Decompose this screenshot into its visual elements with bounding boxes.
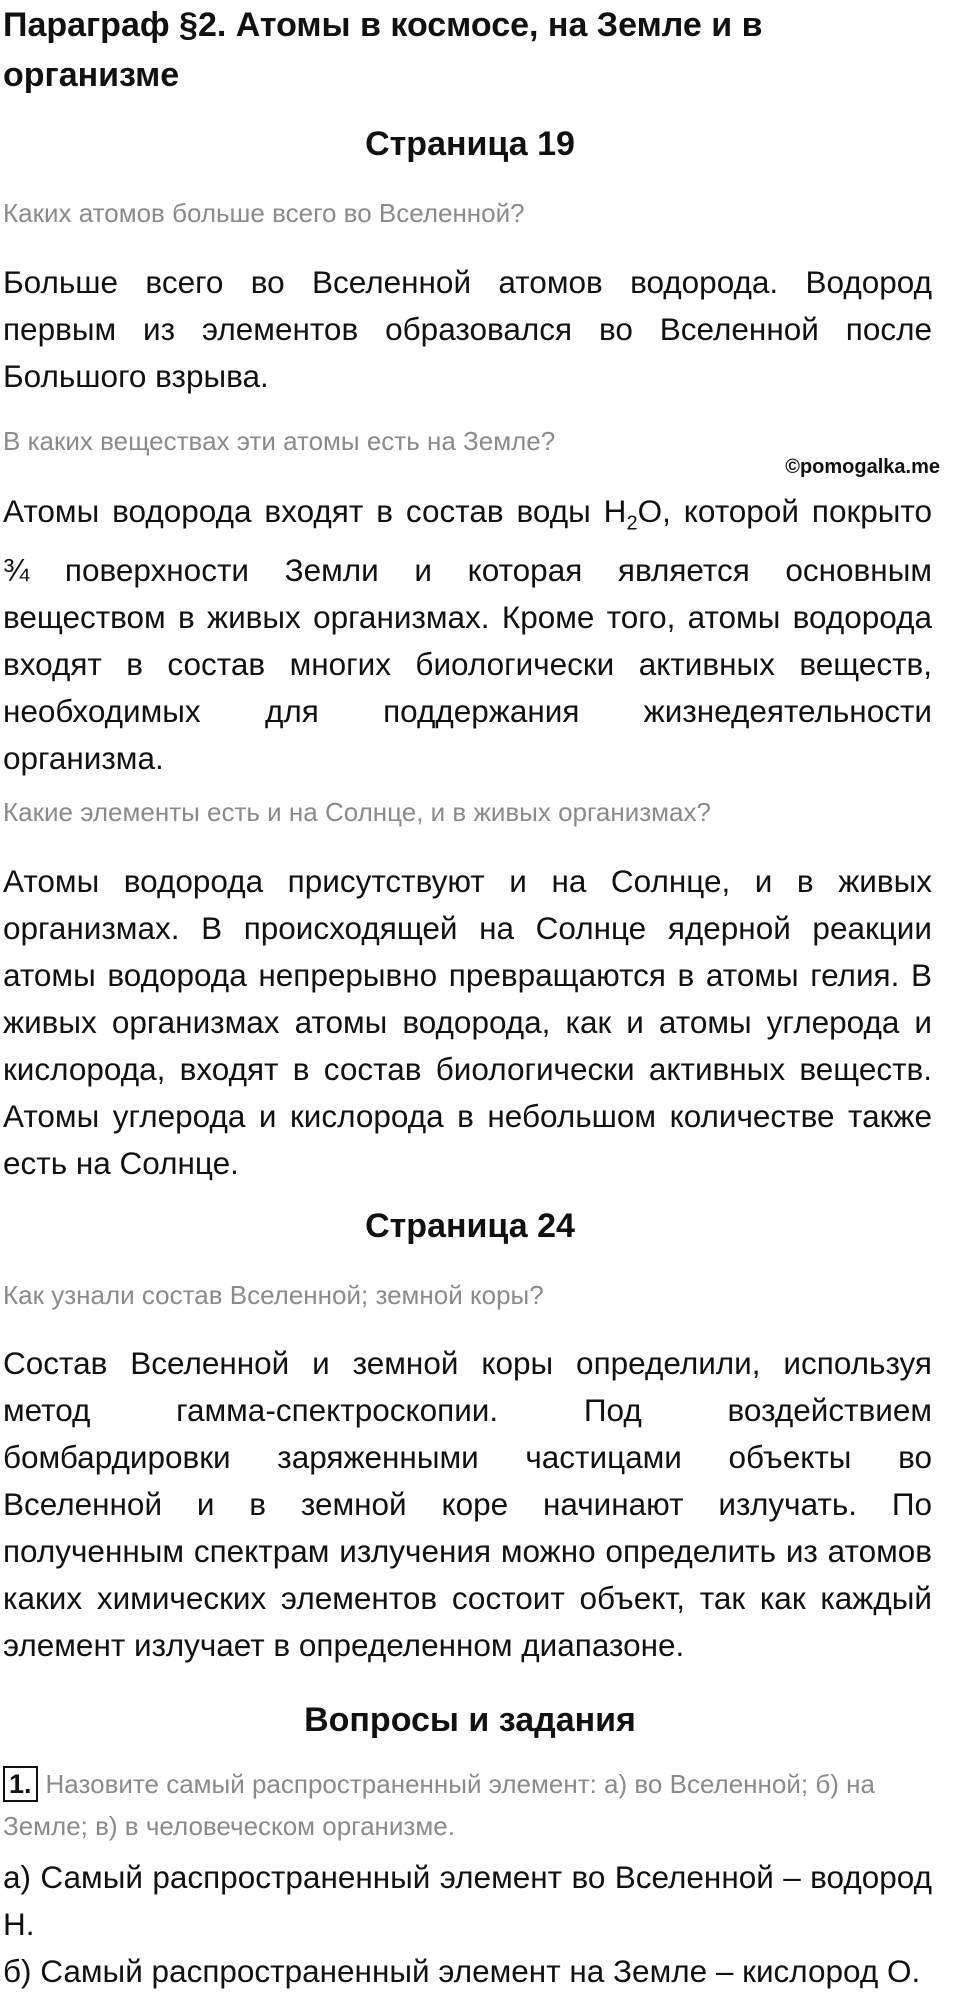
answer-sun-organisms: Атомы водорода присутствуют и на Солнце, и в живых организмах. В происходящей на Солнце ядерной реакции атомы водорода непрерывно превращаются в атомы гелия. В живых организмах атомы водорода, как и атомы углерода и кислорода, входят в состав биологически активных веществ. Атомы углерода и кислорода в небольшом количестве также есть на Солнце. bbox=[3, 863, 932, 1181]
water-subscript: 2 bbox=[626, 512, 638, 535]
task-1 bbox=[3, 1763, 933, 1847]
question-sun-organisms: Какие элементы есть и на Солнце, и в живых организмах? bbox=[3, 797, 711, 827]
question-atoms-universe: Каких атомов больше всего во Вселенной? bbox=[3, 198, 525, 228]
question-composition: Как узнали состав Вселенной; земной коры? bbox=[3, 1280, 544, 1310]
tasks-heading: Вопросы и задания bbox=[304, 1701, 636, 1739]
answer-composition: Состав Вселенной и земной коры определили, используя метод гамма-спектроскопии. Под воздействием бомбардировки заряженными частицами объекты во Вселенной и в земной коре начинают излучать. По полученным спектрам излучения можно определить из атомов каких химических элементов состоит объект, так как каждый элемент излучает в определенном диапазоне. bbox=[3, 1345, 932, 1663]
paragraph-title: Параграф §2. Атомы в космосе, на Земле и в организме bbox=[3, 6, 763, 94]
answer-universe-element: а) Самый распространенный элемент во Вселенной – водород H. bbox=[3, 1859, 932, 1942]
page-24-heading: Страница 24 bbox=[365, 1207, 575, 1245]
answer-atoms-universe: Больше всего во Вселенной атомов водорода. Водород первым из элементов образовался во Вселенной после Большого взрыва. bbox=[3, 264, 932, 394]
answer-atoms-earth-part1: Атомы водорода входят в состав воды H bbox=[3, 493, 627, 529]
page-19-heading: Страница 19 bbox=[365, 125, 575, 163]
answer-earth-element: б) Самый распространенный элемент на Земле – кислород O. bbox=[3, 1953, 921, 1989]
watermark-text: ©pomogalka.me bbox=[785, 456, 940, 478]
answer-atoms-earth bbox=[3, 488, 932, 782]
question-atoms-earth: В каких веществах эти атомы есть на Земле? bbox=[3, 426, 556, 456]
task-1-text: Назовите самый распространенный элемент: а) во Вселенной; б) на Земле; в) в человеческом организме. bbox=[3, 1769, 875, 1841]
answer-atoms-earth-part2: O, которой покрыто ¾ поверхности Земли и которая является основным веществом в живых организмах. Кроме того, атомы водорода входят в состав многих биологически активных веществ, необходимых для поддержания жизнедеятельности организма. bbox=[3, 493, 932, 777]
task-1-number: 1. bbox=[3, 1766, 38, 1802]
